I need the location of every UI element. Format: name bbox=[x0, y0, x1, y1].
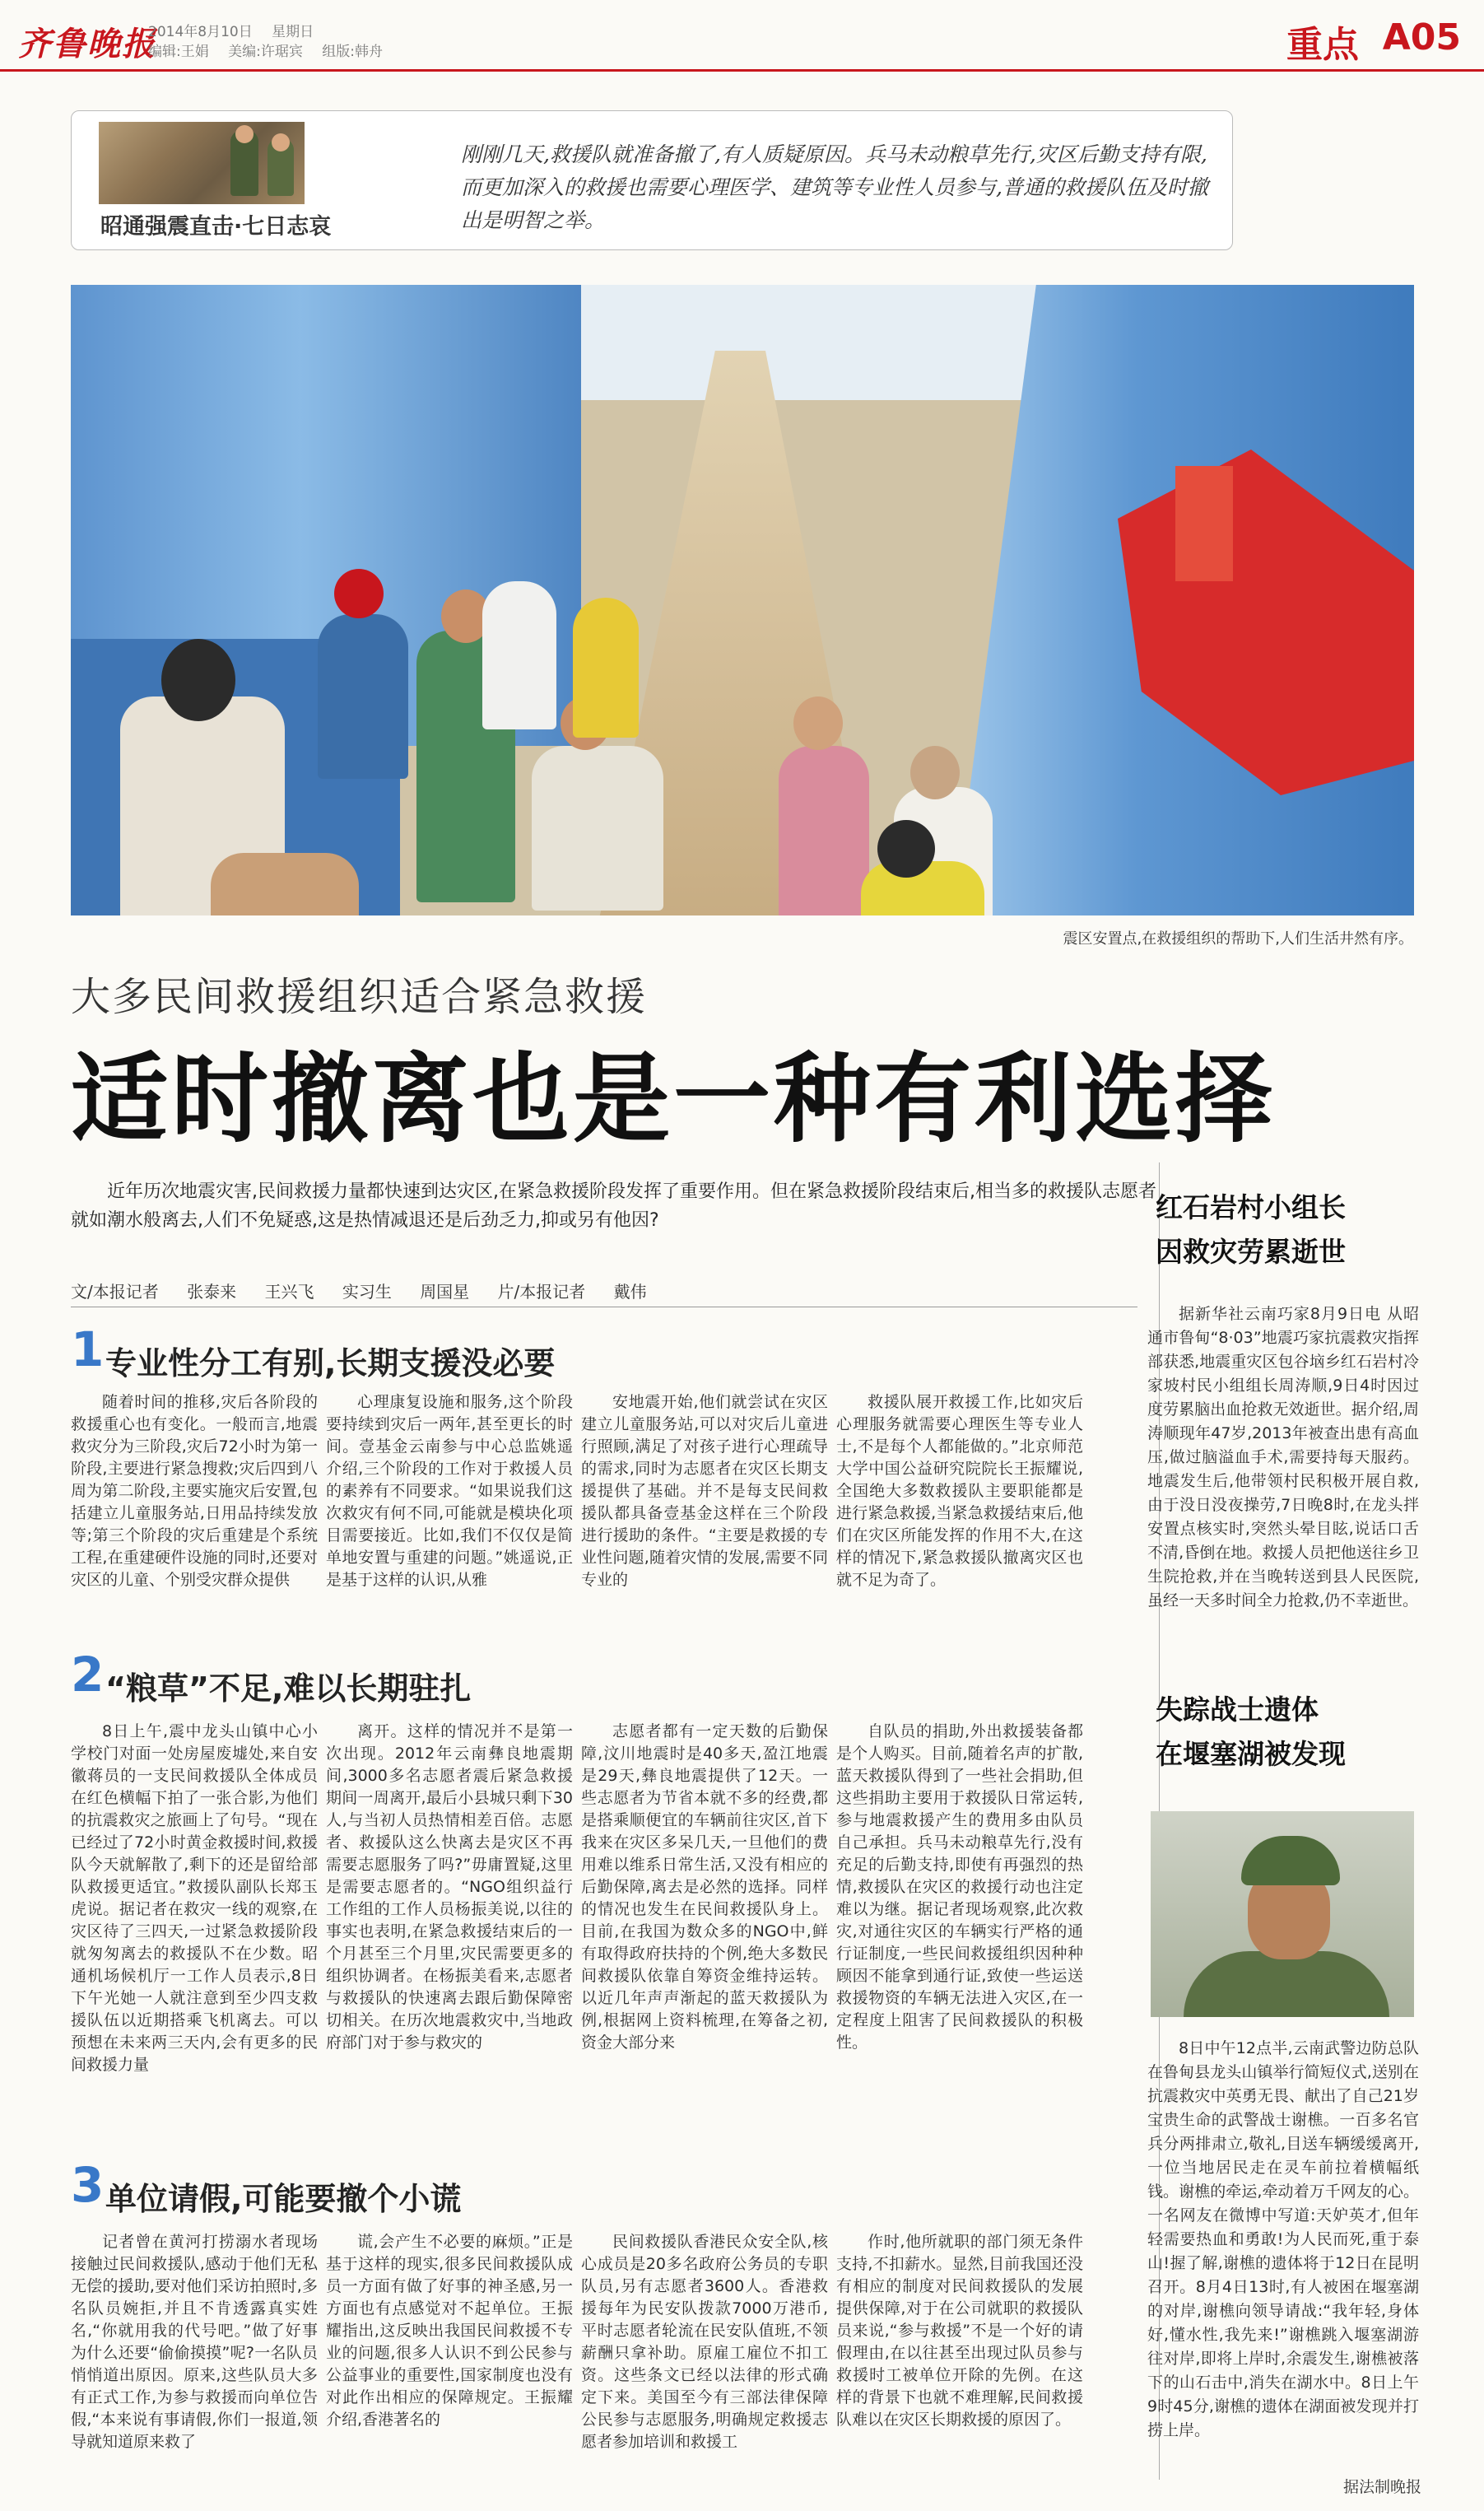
byline-item: 王兴飞 bbox=[264, 1282, 314, 1302]
soldier-head bbox=[272, 133, 290, 151]
section-number: 2 bbox=[71, 1647, 105, 1703]
volunteer-seated bbox=[532, 746, 663, 911]
section-3-column: 谎,会产生不必要的麻烦。”正是基于这样的现实,很多民间救援队成员一方面有做了好事的神圣感,另一方面也有点感觉对不起单位。王振耀指出,这反映出我国民间救援不专业的问题,很多人认识不到公民参与公益事业的重要性,国家制度也没有对此作出相应的保障规定。王振耀介绍,香港著名的 bbox=[326, 2233, 573, 2429]
person-head bbox=[161, 639, 235, 721]
person-white-shirt bbox=[482, 581, 556, 729]
military-cap bbox=[1241, 1836, 1340, 1885]
sidebar-headline-1 bbox=[1156, 1186, 1435, 1274]
section-1-column: 安地震开始,他们就尝试在灾区建立儿童服务站,可以对灾后儿童进行照顾,满足了对孩子进行心理疏导的需求,同时为志愿者在灾区长期支援提供了基础。并不是每支民间救援队都具备壹基金这样在三个阶段进行援助的条件。“主要是救援的专业性问题,随着灾情的发展,需要不同专业的 bbox=[581, 1393, 828, 1589]
person-bald bbox=[211, 853, 359, 915]
headline-line: 红石岩村小组长 bbox=[1156, 1191, 1346, 1223]
section-number: 1 bbox=[71, 1321, 105, 1377]
source-credit: 据法制晚报 bbox=[1342, 2478, 1421, 2496]
person-red-cap bbox=[318, 614, 408, 779]
article-lead: 近年历次地震灾害,民间救援力量都快速到达灾区,在紧急救援阶段发挥了重要作用。但在紧急救援阶段结束后,相当多的救援队志愿者就如潮水般离去,人们不免疑惑,这是热情减退还是后劲乏力,抑或另有他因? bbox=[71, 1181, 1156, 1231]
byline-item: 实习生 bbox=[342, 1282, 392, 1302]
weekday-text: 星期日 bbox=[272, 24, 314, 40]
section-1-column: 随着时间的推移,灾后各阶段的救援重心也有变化。一般而言,地震救灾分为三阶段,灾后72小时为第一阶段,主要进行紧急搜救;灾后四到八周为第二阶段,主要实施灾后安置,包括建立儿童服务站,日用品持续发放等;第三个阶段的灾后重建是个系统工程,在重建硬件设施的同时,还要对灾区的儿童、个别受灾群众提供 bbox=[71, 1393, 318, 1589]
header-rule bbox=[0, 69, 1484, 72]
section-1-column: 心理康复设施和服务,这个阶段要持续到灾后一两年,甚至更长的时间。壹基金云南参与中心总监姚遥介绍,三个阶段的工作对于救援人员的素养有不同要求。“如果说我们这次救灾有何不同,可能就是模块化项目需要接近。比如,我们不仅仅是简单地安置与重建的问题。”姚遥说,正是基于这样的认识,从雅 bbox=[326, 1393, 573, 1589]
soldier-head bbox=[235, 125, 254, 143]
main-photo bbox=[71, 285, 1414, 915]
headline-line: 因救灾劳累逝世 bbox=[1156, 1236, 1346, 1268]
section-title: 专业性分工有别,长期支援没必要 bbox=[105, 1345, 556, 1381]
person-yellow-shirt bbox=[573, 598, 639, 738]
section-number: 3 bbox=[71, 2157, 105, 2213]
designer-credit: 美编:许琚宾 bbox=[228, 44, 303, 60]
section-2-column: 离开。这样的情况并不是第一次出现。2012年云南彝良地震期间,3000多名志愿者震后紧急救援期间一周离开,最后小县城只剩下30人,与当初人员热情相差百倍。志愿者、救援队这么快离去是灾区不再需要志愿服务了吗?”毋庸置疑,这里是需要志愿者的。“NGO组织益行工作组的工作人员杨振美说,以往的事实也表明,在紧急救援结束后的一个月甚至三个月里,灾民需要更多的组织协调者。在杨振美看来,志愿者与救援队的快速离去跟后勤保障密切相关。在历次地震救灾中,当地政府部门对于参与救灾的 bbox=[326, 1722, 573, 2052]
article-headline: 适时撤离也是一种有利选择 bbox=[71, 1042, 1277, 1156]
byline bbox=[71, 1279, 670, 1302]
red-banner-small bbox=[1175, 466, 1233, 581]
elderly-head bbox=[793, 696, 843, 750]
section-3-column: 民间救援队香港民众安全队,核心成员是20多名政府公务员的专职队员,另有志愿者3600人。香港救援每年为民安队拨款7000万港币,平时志愿者轮流在民安队值班,不领薪酬只拿补助。原雇工雇位不扣工资。这些条文已经以法律的形式确定下来。美国至今有三部法律保障公民参与志愿服务,明确规定救援志愿者参加培训和救援工 bbox=[581, 2233, 828, 2451]
section-2-column: 8日上午,震中龙头山镇中心小学校门对面一处房屋废墟处,来自安徽蒋员的一支民间救援队全体成员在红色横幅下拍了一张合影,为他们的抗震救灾之旅画上了句号。“现在已经过了72小时黄金救援时间,救援队今天就解散了,剩下的还是留给部队救援更适宜。”救援队副队长郑玉虎说。据记者在救灾一线的观察,在灾区待了三四天,一过紧急救援阶段就匆匆离去的救援队不在少数。昭通机场候机厅一工作人员表示,8日下午光她一人就注意到至少四支救援队伍以近期搭乘飞机离去。可以预想在未来两三天内,会有更多的民间救援力量 bbox=[71, 1722, 318, 2074]
headline-line: 失踪战士遗体 bbox=[1156, 1693, 1319, 1726]
section-3-column: 记者曾在黄河打捞溺水者现场接触过民间救援队,感动于他们无私无偿的援助,要对他们采访拍照时,多名队员婉拒,并且不肯透露真实姓名,“你就用我的代号吧。”做了好事为什么还要“偷偷摸摸”呢?一名队员悄悄道出原因。原来,这些队员大多有正式工作,为参与救援而向单位告假,“本来说有事请假,你们一报道,领导就知道原来救了 bbox=[71, 2233, 318, 2451]
layout-credit: 组版:韩舟 bbox=[322, 44, 384, 60]
sidebar-headline-2 bbox=[1156, 1688, 1435, 1777]
sidebar-story-2: 8日中午12点半,云南武警边防总队在鲁甸县龙头山镇举行简短仪式,送别在抗震救灾中英勇无畏、献出了自己21岁宝贵生命的武警战士谢樵。一百多名官兵分两排肃立,敬礼,目送车辆缓缓离开,一位当地居民走在灵车前拉着横幅纸钱。谢樵的牵运,牵动着万千网友的心。一名网友在微博中写道:天妒英才,但年轻需要热血和勇敢!为人民而死,重于泰山!握了解,谢樵的遗体将于12日在昆明召开。8月4日13时,有人被困在堰塞湖的对岸,谢樵向领导请战:“我年轻,身体好,懂水性,我先来!”谢樵跳入堰塞湖游往对岸,即将上岸时,余震发生,谢樵被落下的山石击中,消失在湖水中。8日上午9时45分,谢樵的遗体在湖面被发现并打捞上岸。 bbox=[1147, 2039, 1419, 2439]
uniform bbox=[1184, 1951, 1389, 2017]
section-title: “粮草”不足,难以长期驻扎 bbox=[105, 1670, 472, 1707]
series-intro: 刚刚几天,救援队就准备撤了,有人质疑原因。兵马未动粮草先行,灾区后勤支持有限,而更加深入的救援也需要心理医学、建筑等专业性人员参与,普通的救援队伍及时撤出是明智之举。 bbox=[461, 142, 1208, 232]
elderly-man-head bbox=[910, 746, 960, 799]
masthead-logo: 齐鲁晚报 bbox=[18, 25, 156, 63]
section-1-column: 救援队展开救援工作,比如灾后心理服务就需要心理医生等专业人士,不是每个人都能做的。”北京师范大学中国公益研究院院长王振耀说,全国绝大多数救援队主要职能都是进行紧急救援,当紧急救援结束后,他们在灾区所能发挥的作用不大,在这样的情况下,紧急救援队撤离灾区也就不足为奇了。 bbox=[836, 1393, 1083, 1589]
byline-item: 张泰来 bbox=[187, 1282, 237, 1302]
section-3-column: 作时,他所就职的部门须无条件支持,不扣薪水。显然,目前我国还没有相应的制度对民间救援队的发展提供保障,对于在公司就职的救援队员来说,“参与救援”不是一个好的请假理由,在以往甚至出现过队员参与救援时工被单位开除的先例。在这样的背景下也就不难理解,民间救援队难以在灾区长期救援的原因了。 bbox=[836, 2233, 1083, 2429]
section-2-column: 志愿者都有一定天数的后勤保障,汶川地震时是40多天,盈江地震是29天,彝良地震提供了12天。一些志愿者为节省本就不多的经费,都是搭乘顺便宜的车辆前往灾区,首下我来在灾区多呆几天,一旦他们的费用难以维系日常生活,又没有相应的后勤保障,离去是必然的选择。同样的情况也发生在民间救援队身上。目前,在我国为数众多的NGO中,鲜有取得政府扶持的个例,绝大多数民间救援队依靠自筹资金维持运转。以近几年声声渐起的蓝天救援队为例,根据网上资料梳理,在筹备之初,资金大部分来 bbox=[581, 1722, 828, 2052]
section-label: 重点 bbox=[1286, 24, 1359, 66]
headline-line: 在堰塞湖被发现 bbox=[1156, 1738, 1346, 1770]
byline-item: 文/本报记者 bbox=[71, 1282, 159, 1302]
editor-credit: 编辑:王娟 bbox=[148, 44, 209, 60]
elderly-woman bbox=[779, 746, 869, 915]
byline-item: 片/本报记者 bbox=[497, 1282, 586, 1302]
child-head bbox=[877, 820, 935, 878]
article-subhead: 大多民间救援组织适合紧急救援 bbox=[71, 974, 648, 1020]
section-title: 单位请假,可能要撤个小谎 bbox=[105, 2181, 462, 2217]
section-2-column: 自队员的捐助,外出救援装备都是个人购买。目前,随着名声的扩散,蓝天救援队得到了一些社会捐助,但这些捐助主要用于救援队日常运转,参与地震救援产生的费用多由队员自己承担。兵马未动粮草先行,没有充足的后勤支持,即使有再强烈的热情,救援队在灾区的救援行动也注定难以为继。据记者现场观察,此次救灾,对通往灾区的车辆实行严格的通行证制度,一些民间救援组织因种种顾因不能拿到通行证,致使一些运送救援物资的车辆无法进入灾区,在一定程度上阻害了民间救援队的积极性。 bbox=[836, 1722, 1083, 2052]
credits-line bbox=[148, 40, 398, 60]
photo-caption: 震区安置点,在救援组织的帮助下,人们生活井然有序。 bbox=[1063, 930, 1413, 948]
byline-item: 戴伟 bbox=[613, 1282, 647, 1302]
byline-item: 周国星 bbox=[420, 1282, 470, 1302]
page-number: A05 bbox=[1382, 16, 1461, 58]
issue-date bbox=[148, 20, 328, 40]
date-text: 2014年8月10日 bbox=[148, 24, 253, 40]
series-thumbnail-image bbox=[99, 122, 305, 204]
soldier-portrait bbox=[1151, 1811, 1414, 2017]
red-cap bbox=[334, 569, 384, 618]
sidebar-story-1: 据新华社云南巧家8月9日电 从昭通市鲁甸“8·03”地震巧家抗震救灾指挥部获悉,地震重灾区包谷垴乡红石岩村冷家坡村民小组组长周涛顺,9日4时因过度劳累脑出血抢救无效逝世。据介绍,周涛顺现年47岁,2013年被查出患有高血压,做过脑溢血手术,需要持每天服药。地震发生后,他带领村民积极开展自救,由于没日没夜操劳,7日晚8时,在龙头拌安置点核实时,突然头晕目眩,说话口舌不清,昏倒在地。救援人员把他送往乡卫生院抢救,并在当晚转送到县人民医院,虽经一天多时间全力抢救,仍不幸逝世。 bbox=[1147, 1305, 1419, 1610]
series-title: 昭通强震直击·七日志哀 bbox=[100, 214, 332, 240]
